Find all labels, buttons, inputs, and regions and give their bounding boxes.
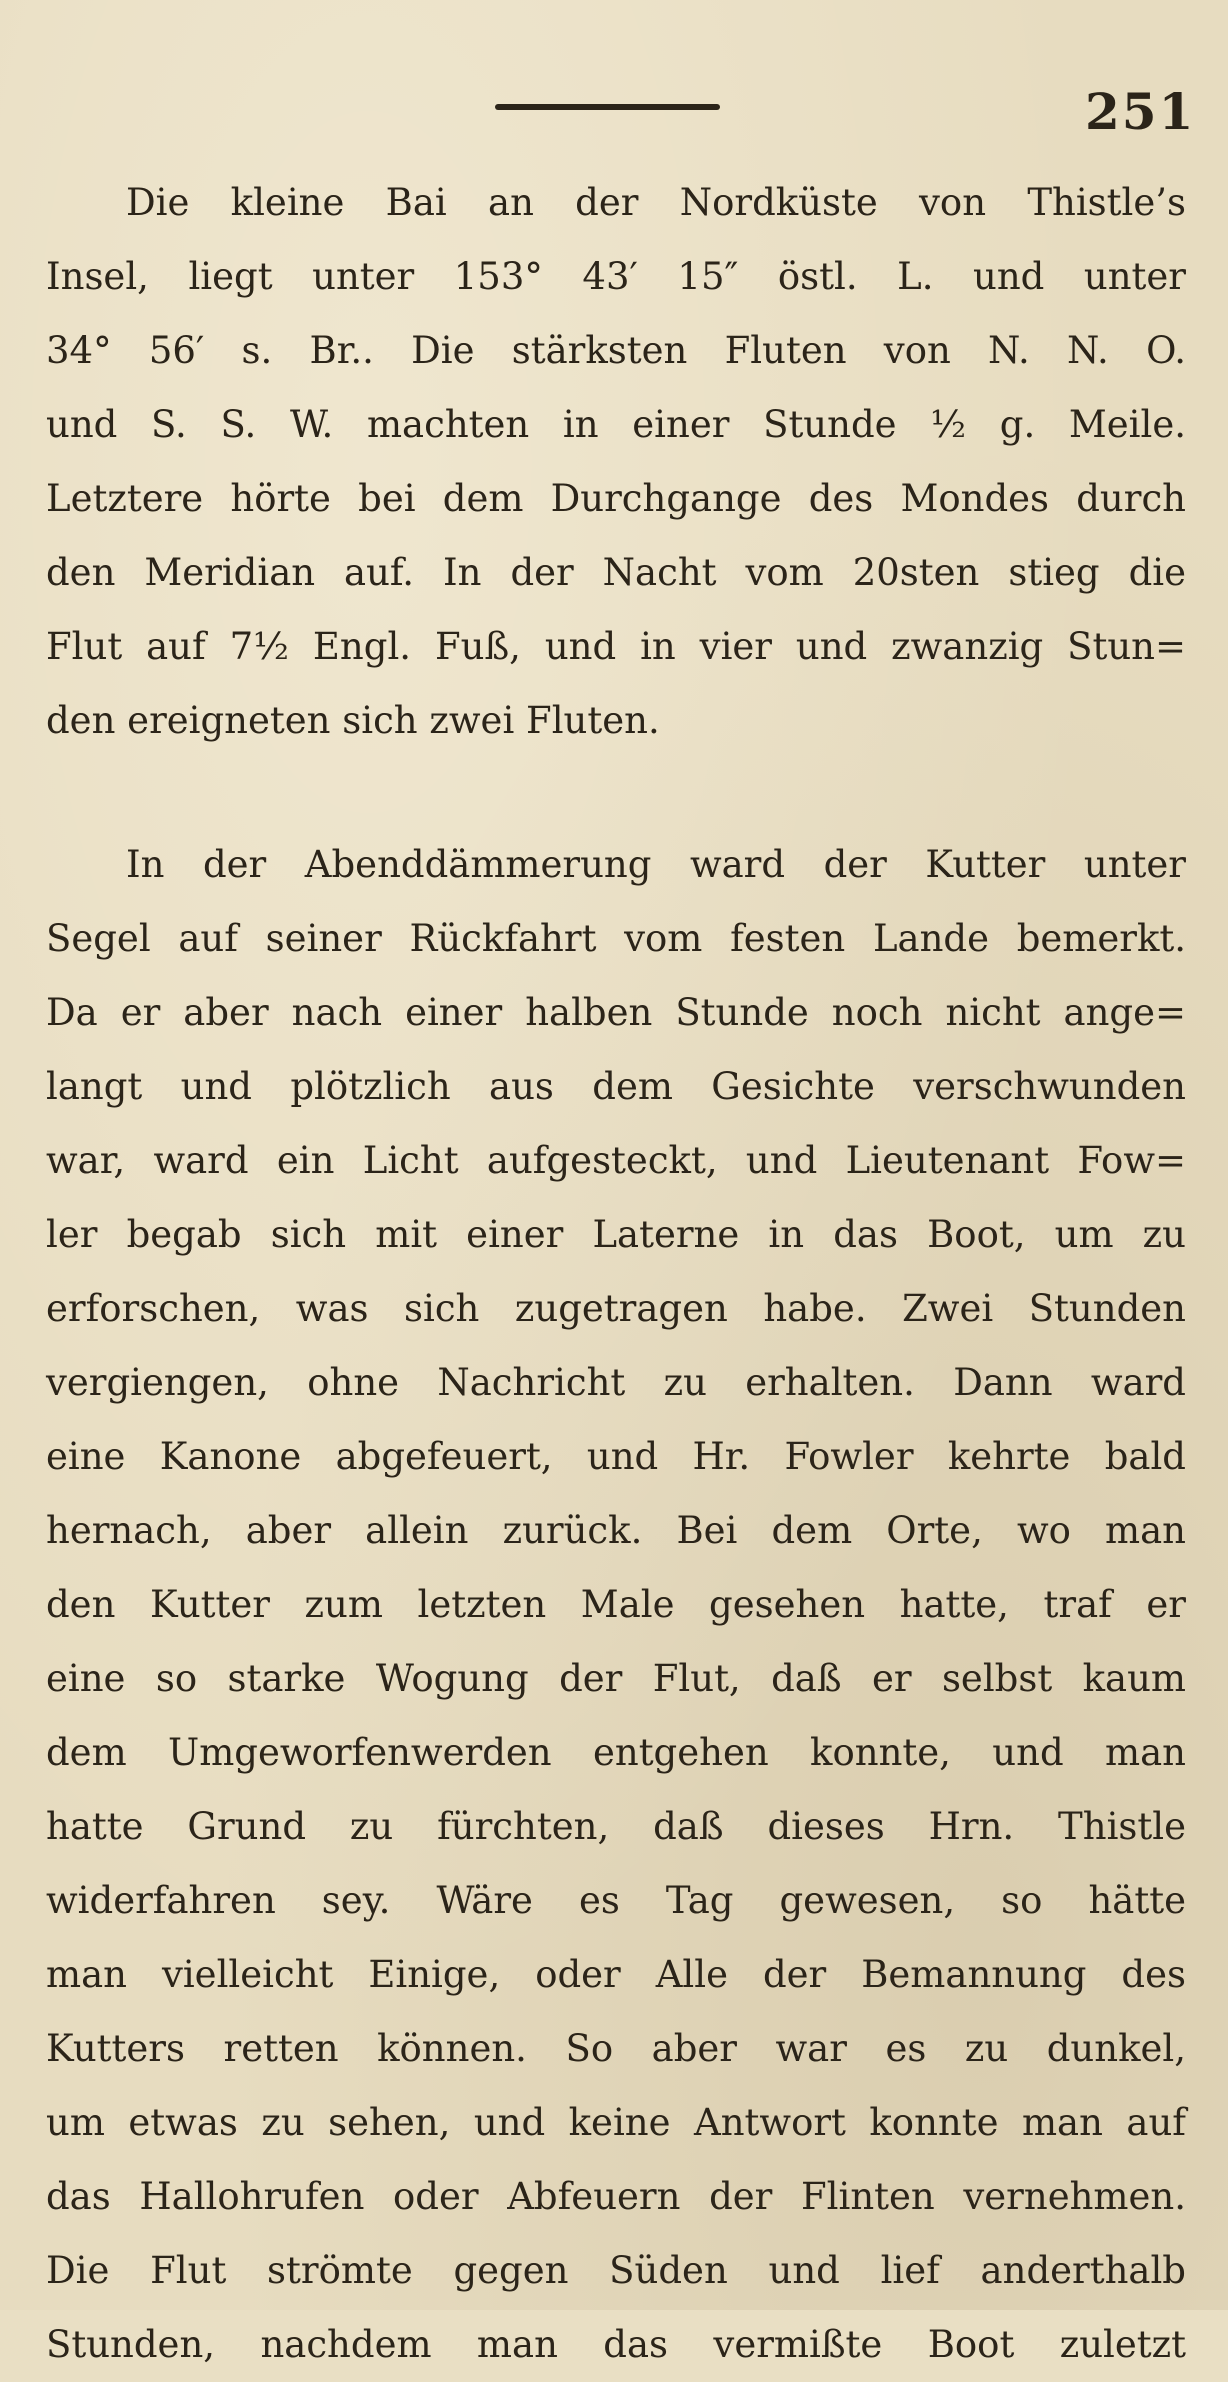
text-line: hatte Grund zu fürchten, daß dieses Hrn. Thistle [46, 1805, 1186, 1848]
text-line: den ereigneten sich zwei Fluten. [46, 699, 660, 742]
paragraph-gap [46, 758, 1186, 828]
text-line: hernach, aber allein zurück. Bei dem Orte, wo man [46, 1509, 1186, 1552]
header-rule [495, 104, 720, 110]
text-line: Die Flut strömte gegen Süden und lief anderthalb [46, 2249, 1186, 2292]
text-line: langt und plötzlich aus dem Gesichte verschwunden [46, 1065, 1186, 1108]
text-line: erforschen, was sich zugetragen habe. Zwei Stunden [46, 1287, 1186, 1330]
paragraph-2 [46, 828, 1186, 2382]
text-line: ler begab sich mit einer Laterne in das Boot, um zu [46, 1213, 1186, 1256]
text-line: Insel, liegt unter 153° 43′ 15″ östl. L. und unter [46, 255, 1186, 298]
page-number: 251 [1085, 82, 1196, 141]
text-line: Segel auf seiner Rückfahrt vom festen Lande bemerkt. [46, 917, 1186, 960]
text-line: um etwas zu sehen, und keine Antwort konnte man auf [46, 2101, 1186, 2144]
text-line: und S. S. W. machten in einer Stunde ½ g. Meile. [46, 403, 1186, 446]
text-line: man vielleicht Einige, oder Alle der Bemannung des [46, 1953, 1186, 1996]
text-line: eine so starke Wogung der Flut, daß er selbst kaum [46, 1657, 1186, 1700]
text-line: Die kleine Bai an der Nordküste von Thistle’s [126, 181, 1186, 224]
text-line: Da er aber nach einer halben Stunde noch nicht ange= [46, 991, 1186, 1034]
text-line: Flut auf 7½ Engl. Fuß, und in vier und zwanzig Stun= [46, 625, 1186, 668]
text-line: eine Kanone abgefeuert, und Hr. Fowler kehrte bald [46, 1435, 1186, 1478]
text-line: Kutters retten können. So aber war es zu dunkel, [46, 2027, 1186, 2070]
text-line: den Meridian auf. In der Nacht vom 20sten stieg die [46, 551, 1186, 594]
text-line: dem Umgeworfenwerden entgehen konnte, und man [46, 1731, 1186, 1774]
text-line: In der Abenddämmerung ward der Kutter unter [126, 843, 1186, 886]
text-line: war, ward ein Licht aufgesteckt, und Lieutenant Fow= [46, 1139, 1186, 1182]
body-text [46, 166, 1186, 2382]
paragraph-1 [46, 166, 1186, 758]
text-line: widerfahren sey. Wäre es Tag gewesen, so hätte [46, 1879, 1186, 1922]
text-line: Letztere hörte bei dem Durchgange des Mondes durch [46, 477, 1186, 520]
text-line: 34° 56′ s. Br.. Die stärksten Fluten von N. N. O. [46, 329, 1186, 372]
text-line: Stunden, nachdem man das vermißte Boot zuletzt [46, 2323, 1186, 2366]
text-line: vergiengen, ohne Nachricht zu erhalten. Dann ward [46, 1361, 1186, 1404]
text-line: das Hallohrufen oder Abfeuern der Flinten vernehmen. [46, 2175, 1186, 2218]
text-line: den Kutter zum letzten Male gesehen hatte, traf er [46, 1583, 1186, 1626]
